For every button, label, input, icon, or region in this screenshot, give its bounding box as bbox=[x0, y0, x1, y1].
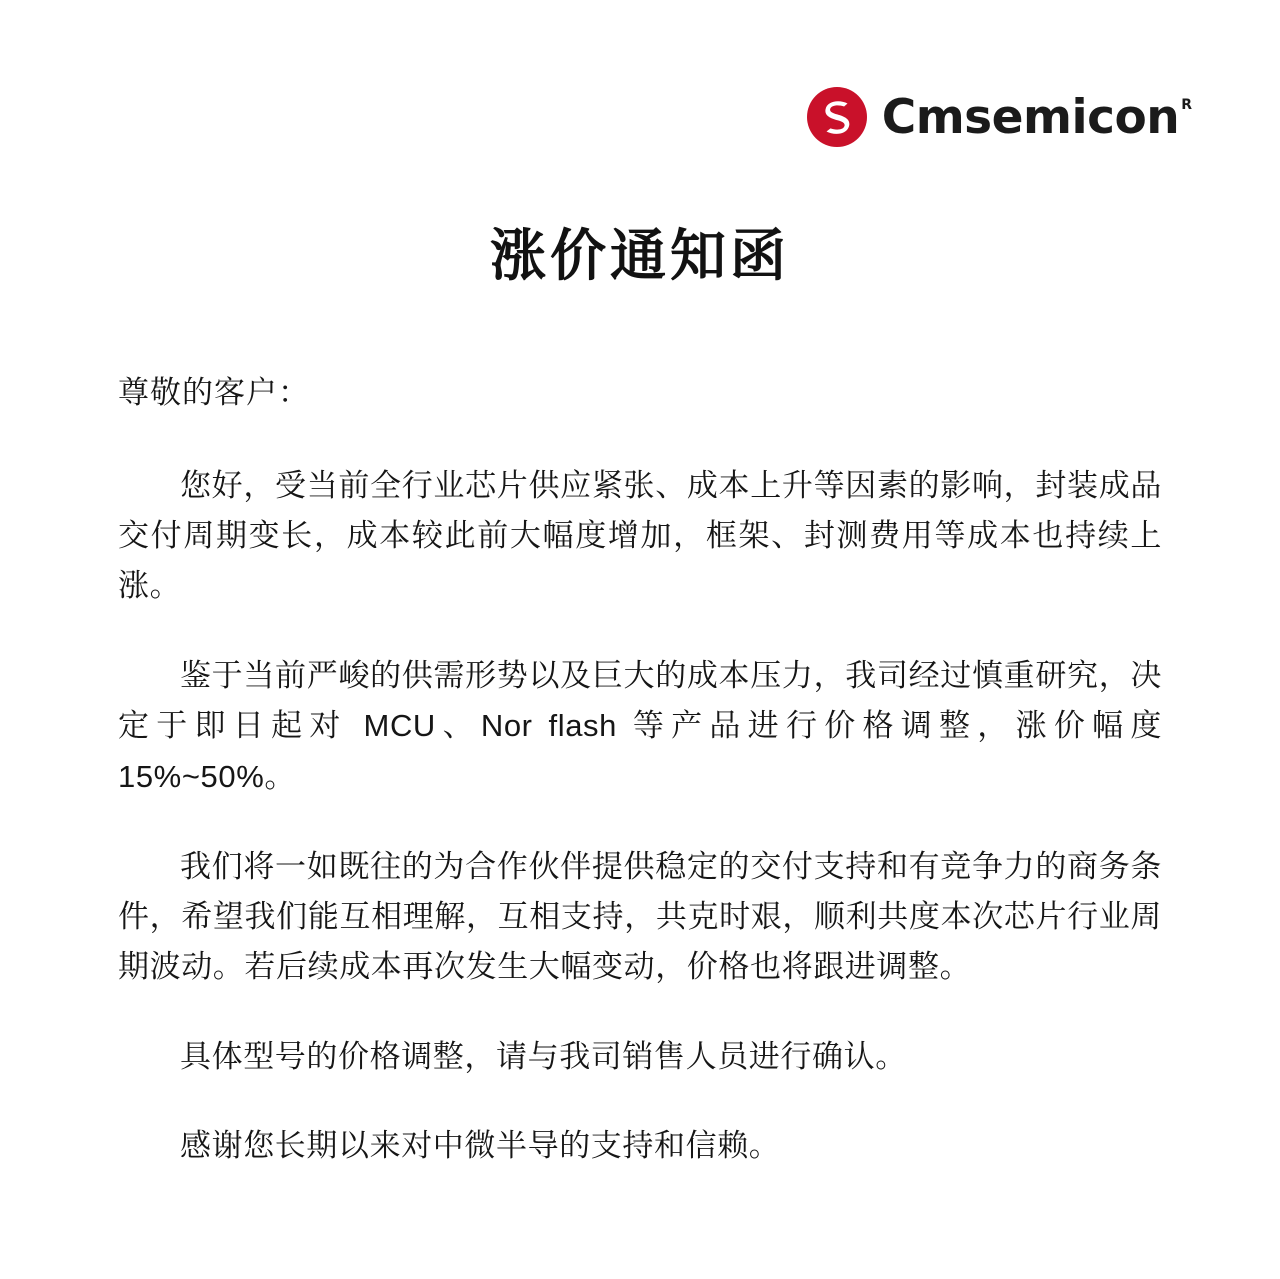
paragraph-4: 具体型号的价格调整，请与我司销售人员进行确认。 bbox=[180, 1039, 907, 1075]
cmsemicon-s-mark-icon bbox=[806, 86, 868, 148]
company-logo bbox=[806, 86, 1192, 148]
paragraph-3: 我们将一如既往的为合作伙伴提供稳定的交付支持和有竞争力的商务条件，希望我们能互相理解，互相支持，共克时艰，顺利共度本次芯片行业周期波动。若后续成本再次发生大幅变动，价格也将跟进调整。 bbox=[118, 848, 1162, 985]
paragraph-5: 感谢您长期以来对中微半导的支持和信赖。 bbox=[180, 1127, 781, 1163]
document-body bbox=[118, 370, 1162, 1171]
logo-wordmark: Cmsemicon bbox=[881, 89, 1180, 145]
paragraph-1: 您好，受当前全行业芯片供应紧张、成本上升等因素的影响，封装成品交付周期变长，成本较此前大幅度增加，框架、封测费用等成本也持续上涨。 bbox=[118, 467, 1162, 603]
salutation: 尊敬的客户： bbox=[118, 375, 310, 410]
registered-trademark-icon: R bbox=[1181, 96, 1192, 113]
page-title: 涨价通知函 bbox=[490, 224, 790, 289]
paragraph-2: 鉴于当前严峻的供需形势以及巨大的成本压力，我司经过慎重研究，决定于即日起对 MCU、Nor flash 等产品进行价格调整，涨价幅度15%~50%。 bbox=[118, 658, 1162, 794]
